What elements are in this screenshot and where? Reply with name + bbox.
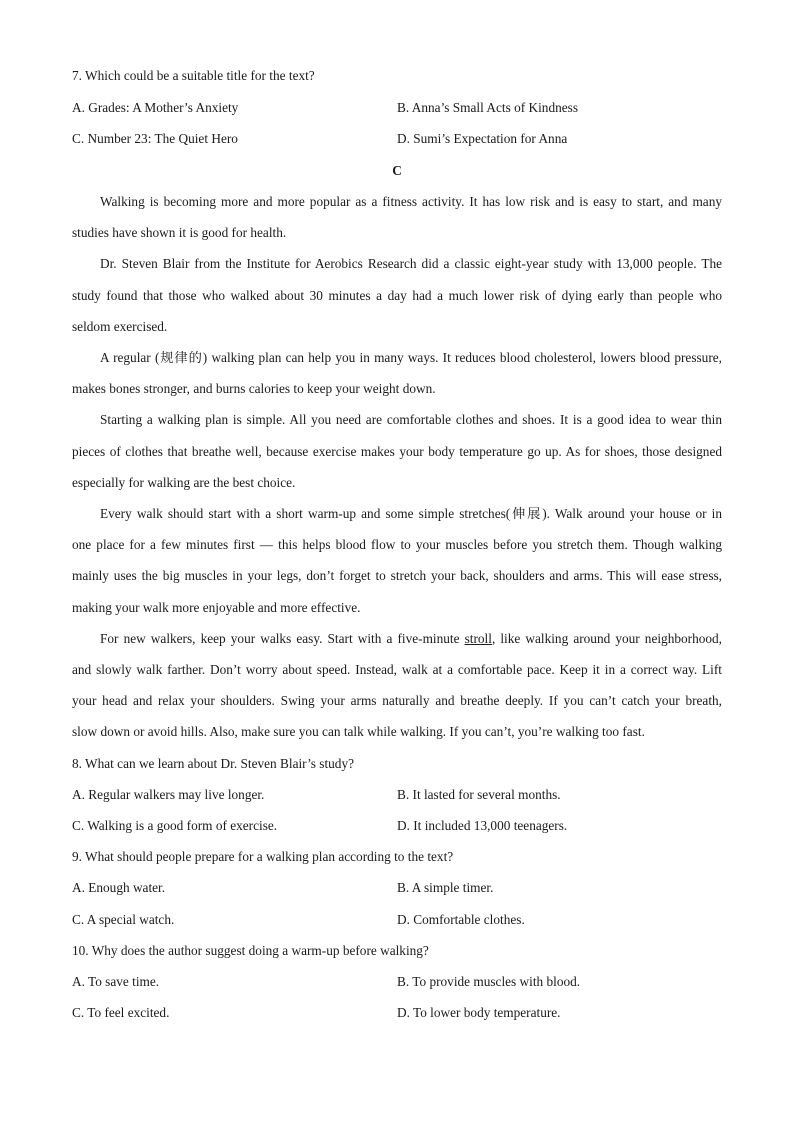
q9-question: 9. What should people prepare for a walking plan according to the text? [72,849,454,864]
q9-option-d: D. Comfortable clothes. [397,912,525,927]
q10-question: 10. Why does the author suggest doing a warm-up before walking? [72,943,429,958]
q9-option-c: C. A special watch. [72,912,175,927]
paragraph-2-line-1: Dr. Steven Blair from the Institute for Aerobics Research did a classic eight-year study with 13,000 people. The [100,256,722,271]
paragraph-6-line-1 [100,631,722,647]
q10-option-b: B. To provide muscles with blood. [397,974,581,989]
paragraph-4-line-2: pieces of clothes that breathe well, because exercise makes your body temperature go up. As for shoes, those designed [72,444,722,459]
paragraph-3-line-2: makes bones stronger, and burns calories to keep your weight down. [72,381,436,396]
paragraph-1-line-2: studies have shown it is good for health. [72,225,287,240]
q10-option-a: A. To save time. [72,974,160,989]
paragraph-6-line-3: your head and relax your shoulders. Swing your arms naturally and breathe deeply. If you can’t catch your breath, [72,693,722,708]
q7-option-a: A. Grades: A Mother’s Anxiety [72,100,239,115]
q8-option-d: D. It included 13,000 teenagers. [397,818,568,833]
paragraph-6-line-4: slow down or avoid hills. Also, make sure you can talk while walking. If you can’t, you’re walking too fast. [72,724,645,739]
q8-question: 8. What can we learn about Dr. Steven Blair’s study? [72,756,354,771]
paragraph-5-line-4: making your walk more enjoyable and more effective. [72,600,361,615]
paragraph-6-line-2: and slowly walk farther. Don’t worry about speed. Instead, walk at a comfortable pace. Keep it in a correct way. Lift [72,662,722,677]
paragraph-1-line-1: Walking is becoming more and more popular as a fitness activity. It has low risk and is easy to start, and many [100,194,722,209]
paragraph-2-line-2: study found that those who walked about 30 minutes a day had a much lower risk of dying early than people who [72,288,722,303]
paragraph-6-line-1-start: For new walkers, keep your walks easy. Start with a five-minute [100,631,465,646]
paragraph-5-line-1: Every walk should start with a short warm-up and some simple stretches(伸展). Walk around your house or in [100,506,722,521]
q10-option-d: D. To lower body temperature. [397,1005,561,1020]
q8-option-b: B. It lasted for several months. [397,787,561,802]
q7-option-d: D. Sumi’s Expectation for Anna [397,131,568,146]
q7-option-b: B. Anna’s Small Acts of Kindness [397,100,578,115]
paragraph-3-line-1: A regular (规律的) walking plan can help you in many ways. It reduces blood cholesterol, lowers blood pressure, [100,350,722,365]
paragraph-4-line-1: Starting a walking plan is simple. All you need are comfortable clothes and shoes. It is a good idea to wear thin [100,412,722,427]
q10-option-c: C. To feel excited. [72,1005,170,1020]
paragraph-6-line-1-end: , like walking around your neighborhood, [491,631,722,646]
paragraph-5-line-2: one place for a few minutes first — this helps blood flow to your muscles before you stretch them. Though walking [72,537,722,552]
underlined-word-stroll: stroll [464,631,492,646]
q9-option-a: A. Enough water. [72,880,166,895]
q8-option-c: C. Walking is a good form of exercise. [72,818,278,833]
paragraph-5-line-3: mainly uses the big muscles in your legs, don’t forget to stretch your back, shoulders and arms. This will ease stress, [72,568,722,583]
q7-question: 7. Which could be a suitable title for the text? [72,68,315,83]
paragraph-4-line-3: especially for walking are the best choice. [72,475,296,490]
q7-option-c: C. Number 23: The Quiet Hero [72,131,238,146]
q8-option-a: A. Regular walkers may live longer. [72,787,265,802]
paragraph-2-line-3: seldom exercised. [72,319,168,334]
q9-option-b: B. A simple timer. [397,880,494,895]
section-heading: C [392,163,402,178]
